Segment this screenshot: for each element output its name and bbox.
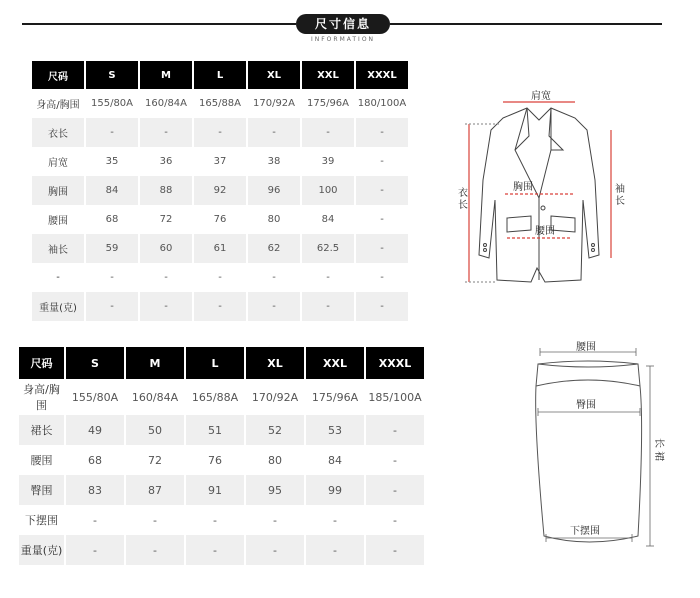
table-cell: - <box>302 118 354 147</box>
table-cell: - <box>66 535 124 565</box>
header-cell: XL <box>248 61 300 89</box>
table-cell: 165/88A <box>191 390 239 404</box>
table-cell: - <box>164 272 168 283</box>
section-title: 尺寸信息 <box>296 14 390 34</box>
table-cell: - <box>380 272 384 283</box>
table-cell: 50 <box>126 415 184 445</box>
row-label: 裙长 <box>19 415 64 445</box>
table-cell: - <box>366 415 424 445</box>
table-cell: 49 <box>66 415 124 445</box>
table-cell: 76 <box>208 453 222 467</box>
table-cell: 60 <box>140 234 192 263</box>
table-row <box>32 205 408 234</box>
header-cell: XXXL <box>356 61 408 89</box>
table-cell: - <box>86 118 138 147</box>
table-row <box>19 415 424 445</box>
table-cell: 175/96A <box>306 98 350 109</box>
table-row <box>32 292 408 321</box>
table-header-row <box>32 61 408 89</box>
skirt-waist-label: 腰围 <box>576 342 596 353</box>
table-row <box>32 89 408 118</box>
table-cell: - <box>380 214 384 225</box>
header-cell: S <box>86 61 138 89</box>
table-cell: - <box>153 513 157 527</box>
table-cell: 68 <box>88 453 102 467</box>
jacket-diagram <box>455 90 645 290</box>
table-cell: 38 <box>267 156 281 167</box>
table-cell: 84 <box>86 176 138 205</box>
table-cell: 35 <box>105 156 119 167</box>
table-cell: 88 <box>140 176 192 205</box>
table-cell: - <box>246 535 304 565</box>
table-cell: 170/92A <box>251 390 299 404</box>
row-label: - <box>56 272 60 283</box>
table-cell: 37 <box>213 156 227 167</box>
table-row <box>19 379 424 415</box>
skirt-diagram <box>528 336 678 556</box>
jacket-outline <box>479 108 599 282</box>
table-cell: 52 <box>246 415 304 445</box>
skirt-size-table <box>17 347 426 565</box>
skirt-hem-label: 下摆围 <box>570 526 600 537</box>
table-cell: - <box>248 292 300 321</box>
row-label: 下摆围 <box>25 514 58 527</box>
table-cell: - <box>356 234 408 263</box>
row-label: 胸围 <box>32 176 84 205</box>
row-label: 身高/胸围 <box>36 100 80 111</box>
table-cell: - <box>356 292 408 321</box>
length-char: 衣 <box>458 188 468 199</box>
table-cell: 62.5 <box>302 234 354 263</box>
chest-label: 胸围 <box>513 182 533 193</box>
header-cell: S <box>66 347 124 379</box>
table-cell: 39 <box>321 156 335 167</box>
table-row <box>32 263 408 292</box>
table-row <box>32 234 408 263</box>
table-cell: 68 <box>105 214 119 225</box>
table-cell: 51 <box>186 415 244 445</box>
sleeve-label <box>615 182 625 207</box>
table-cell: - <box>333 513 337 527</box>
table-row <box>32 176 408 205</box>
table-cell: - <box>366 535 424 565</box>
skirt-outline <box>536 361 642 542</box>
table-cell: - <box>126 535 184 565</box>
header-cell: M <box>140 61 192 89</box>
table-cell: - <box>272 272 276 283</box>
row-label: 袖长 <box>32 234 84 263</box>
table-cell: - <box>366 475 424 505</box>
table-cell: 160/84A <box>131 390 179 404</box>
table-header-row <box>19 347 424 379</box>
row-label: 重量(克) <box>32 292 84 321</box>
waist-label: 腰围 <box>535 226 555 237</box>
table-cell: 185/100A <box>368 390 422 404</box>
length-label <box>458 186 468 211</box>
skirt-length-label: 长 裙 <box>653 438 664 462</box>
header-cell: M <box>126 347 184 379</box>
table-cell: 59 <box>86 234 138 263</box>
table-cell: 53 <box>306 415 364 445</box>
table-cell: 61 <box>194 234 246 263</box>
table-cell: 92 <box>194 176 246 205</box>
table-cell: - <box>306 535 364 565</box>
table-cell: - <box>380 156 384 167</box>
header-cell: XXL <box>302 61 354 89</box>
table-cell: 72 <box>148 453 162 467</box>
table-row <box>19 475 424 505</box>
table-cell: 155/80A <box>71 390 119 404</box>
header-rule-right <box>390 23 662 25</box>
header-cell: L <box>186 347 244 379</box>
table-cell: 84 <box>328 453 342 467</box>
table-row <box>32 118 408 147</box>
table-cell: 170/92A <box>252 98 296 109</box>
header-cell: L <box>194 61 246 89</box>
table-cell: 160/84A <box>144 98 188 109</box>
table-cell: 80 <box>268 453 282 467</box>
table-cell: 165/88A <box>198 98 242 109</box>
table-cell: 84 <box>321 214 335 225</box>
row-label: 腰围 <box>30 454 53 467</box>
table-cell: 99 <box>306 475 364 505</box>
table-cell: - <box>302 292 354 321</box>
table-cell: 96 <box>248 176 300 205</box>
table-row <box>32 147 408 176</box>
table-cell: - <box>326 272 330 283</box>
table-cell: - <box>218 272 222 283</box>
table-cell: - <box>273 513 277 527</box>
table-cell: 36 <box>159 156 173 167</box>
table-cell: - <box>356 176 408 205</box>
table-cell: 87 <box>126 475 184 505</box>
table-cell: - <box>194 292 246 321</box>
table-cell: 100 <box>302 176 354 205</box>
table-cell: 175/96A <box>311 390 359 404</box>
table-row <box>19 505 424 535</box>
jacket-size-table <box>30 61 410 321</box>
table-cell: - <box>140 292 192 321</box>
table-cell: - <box>213 513 217 527</box>
skirt-hip-label: 臀围 <box>576 400 596 411</box>
sleeve-char: 袖 <box>615 184 625 195</box>
table-cell: 180/100A <box>357 98 407 109</box>
length-char: 长 <box>458 200 468 211</box>
header-cell: XXXL <box>366 347 424 379</box>
table-cell: - <box>248 118 300 147</box>
row-label: 腰围 <box>48 216 68 227</box>
sleeve-char: 长 <box>615 196 625 207</box>
header-cell: 尺码 <box>32 61 84 89</box>
table-cell: - <box>186 535 244 565</box>
table-cell: 80 <box>267 214 281 225</box>
table-cell: 76 <box>213 214 227 225</box>
table-cell: 72 <box>159 214 173 225</box>
table-cell: - <box>93 513 97 527</box>
table-row <box>19 535 424 565</box>
table-cell: 95 <box>246 475 304 505</box>
table-cell: 83 <box>66 475 124 505</box>
header-cell: XXL <box>306 347 364 379</box>
table-cell: - <box>393 453 397 467</box>
header-cell: 尺码 <box>19 347 64 379</box>
table-cell: 155/80A <box>90 98 134 109</box>
table-cell: 62 <box>248 234 300 263</box>
header-rule-left <box>22 23 296 25</box>
row-label: 臀围 <box>19 475 64 505</box>
table-row <box>19 445 424 475</box>
table-cell: - <box>356 118 408 147</box>
table-cell: - <box>140 118 192 147</box>
row-label: 身高/胸围 <box>23 383 60 412</box>
table-cell: - <box>393 513 397 527</box>
table-cell: - <box>194 118 246 147</box>
row-label: 重量(克) <box>19 535 64 565</box>
section-subtitle: INFORMATION <box>310 36 376 43</box>
table-cell: - <box>110 272 114 283</box>
shoulder-label: 肩宽 <box>531 91 551 102</box>
table-cell: - <box>86 292 138 321</box>
row-label: 肩宽 <box>48 158 68 169</box>
header-cell: XL <box>246 347 304 379</box>
row-label: 衣长 <box>32 118 84 147</box>
table-cell: 91 <box>186 475 244 505</box>
